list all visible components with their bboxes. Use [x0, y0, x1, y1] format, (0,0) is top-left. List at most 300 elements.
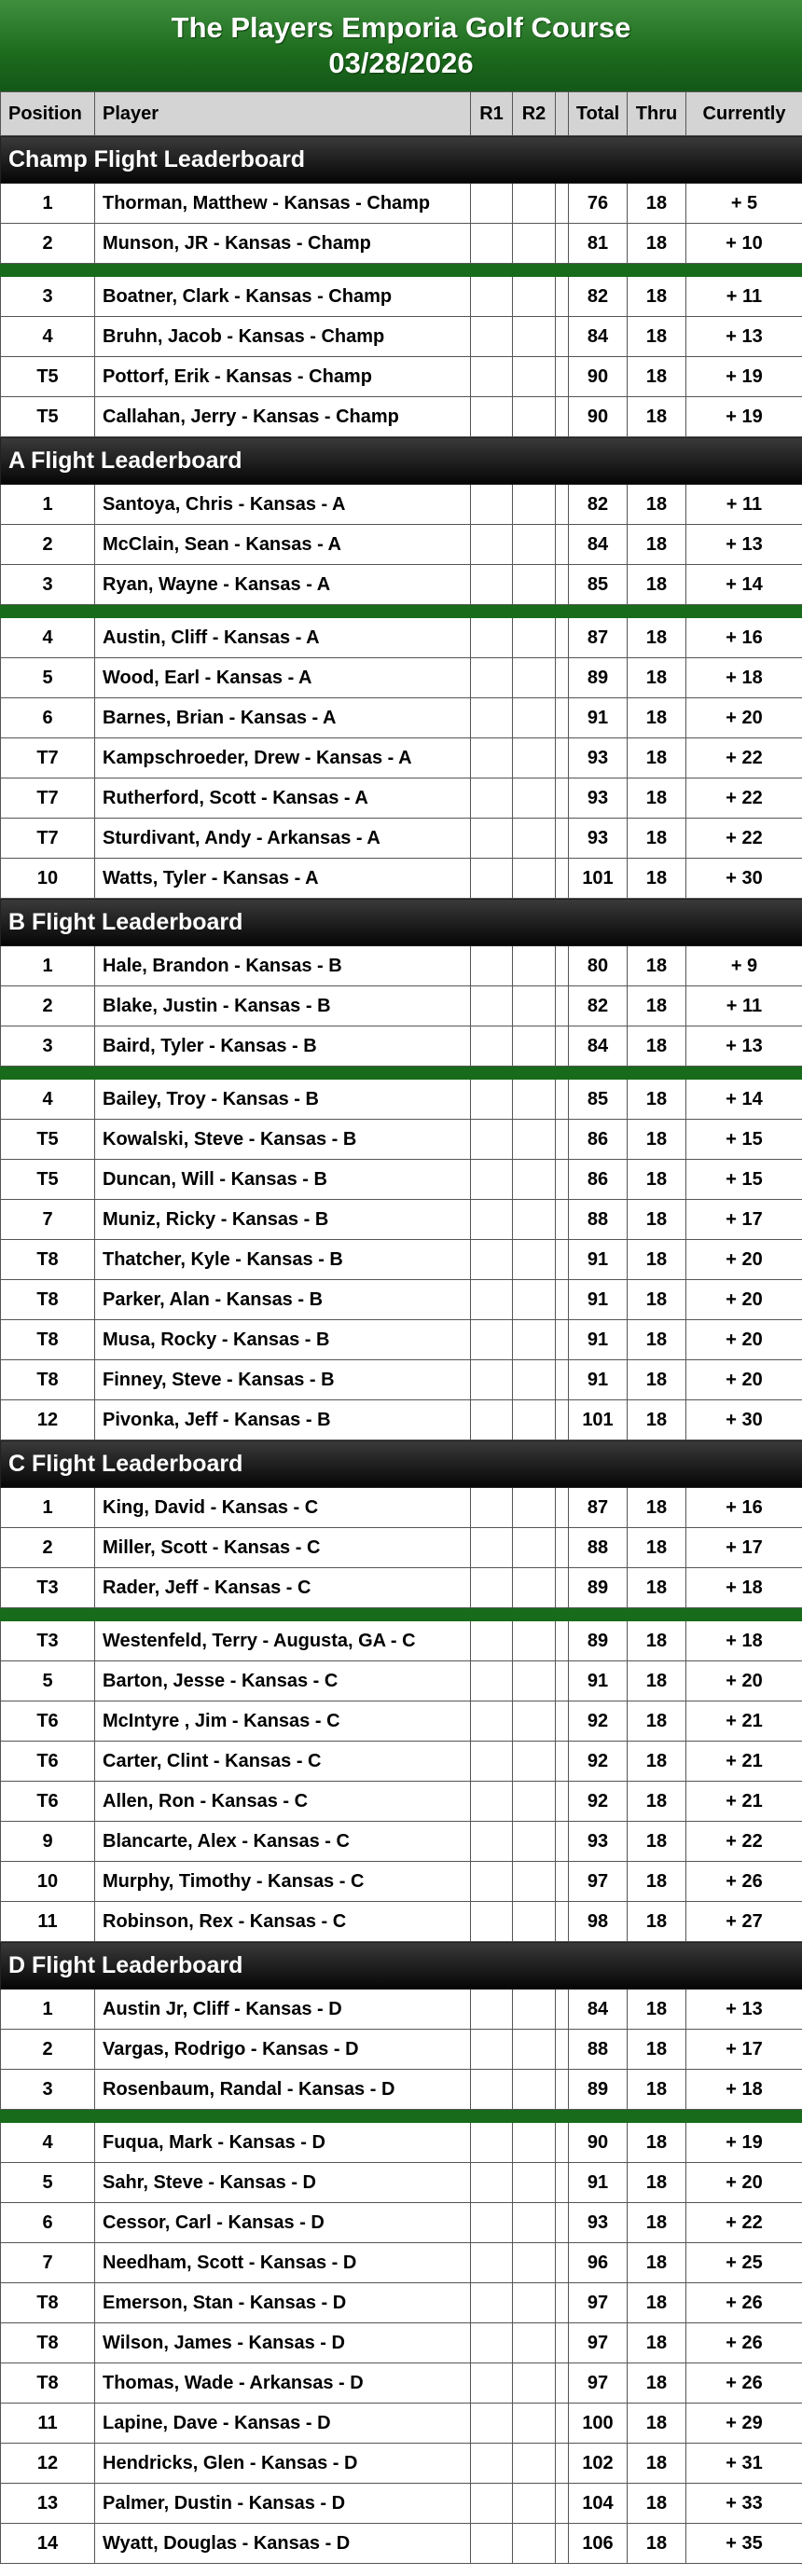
total-cell: 82	[569, 986, 628, 1026]
player-cell: Boatner, Clark - Kansas - Champ	[95, 277, 471, 317]
currently-cell: + 13	[686, 317, 802, 357]
player-cell: King, David - Kansas - C	[95, 1488, 471, 1528]
r1-cell	[471, 1902, 513, 1942]
r1-cell	[471, 2203, 513, 2243]
r2-cell	[513, 2363, 556, 2404]
r1-cell	[471, 277, 513, 317]
r1-cell	[471, 1200, 513, 1240]
total-cell: 84	[569, 525, 628, 565]
thru-cell: 18	[628, 698, 686, 738]
position-cell: T8	[1, 1280, 95, 1320]
spacer-cell	[556, 184, 569, 224]
r2-cell	[513, 618, 556, 658]
currently-cell: + 20	[686, 1320, 802, 1360]
r2-cell	[513, 2163, 556, 2203]
table-row	[1, 1902, 802, 1942]
table-row	[1, 277, 802, 317]
table-row	[1, 819, 802, 859]
table-row	[1, 1488, 802, 1528]
spacer-cell	[556, 1528, 569, 1568]
table-row	[1, 1320, 802, 1360]
spacer-cell	[556, 2404, 569, 2444]
spacer-cell	[556, 2203, 569, 2243]
r1-cell	[471, 1080, 513, 1120]
spacer-cell	[556, 1488, 569, 1528]
r1-cell	[471, 1568, 513, 1608]
position-cell: 10	[1, 1862, 95, 1902]
currently-cell: + 27	[686, 1902, 802, 1942]
spacer-cell	[556, 819, 569, 859]
table-row	[1, 1360, 802, 1400]
table-row	[1, 698, 802, 738]
table-row	[1, 1862, 802, 1902]
flight-header	[1, 1942, 802, 1990]
table-row	[1, 357, 802, 397]
r2-cell	[513, 565, 556, 605]
player-cell: Vargas, Rodrigo - Kansas - D	[95, 2030, 471, 2070]
currently-cell: + 31	[686, 2444, 802, 2484]
total-cell: 85	[569, 565, 628, 605]
thru-cell: 18	[628, 2363, 686, 2404]
r1-cell	[471, 397, 513, 437]
r1-cell	[471, 224, 513, 264]
currently-cell: + 35	[686, 2524, 802, 2564]
thru-cell: 18	[628, 778, 686, 819]
total-cell: 90	[569, 397, 628, 437]
spacer-cell	[556, 1160, 569, 1200]
r2-cell	[513, 1621, 556, 1661]
table-row	[1, 1026, 802, 1067]
spacer-cell	[556, 357, 569, 397]
currently-cell: + 17	[686, 2030, 802, 2070]
spacer-cell	[556, 1026, 569, 1067]
position-cell: 2	[1, 525, 95, 565]
total-cell: 93	[569, 738, 628, 778]
r2-cell	[513, 819, 556, 859]
total-cell: 91	[569, 2163, 628, 2203]
position-cell: T5	[1, 1160, 95, 1200]
spacer-cell	[556, 658, 569, 698]
currently-cell: + 20	[686, 1360, 802, 1400]
table-row	[1, 2243, 802, 2283]
currently-cell: + 22	[686, 778, 802, 819]
position-cell: T6	[1, 1782, 95, 1822]
thru-cell: 18	[628, 1488, 686, 1528]
total-cell: 84	[569, 1990, 628, 2030]
r1-cell	[471, 1782, 513, 1822]
r1-cell	[471, 1488, 513, 1528]
flight-title: D Flight Leaderboard	[1, 1942, 802, 1990]
table-row	[1, 2404, 802, 2444]
total-cell: 91	[569, 1360, 628, 1400]
spacer-cell	[556, 2123, 569, 2163]
position-cell: T7	[1, 778, 95, 819]
currently-cell: + 25	[686, 2243, 802, 2283]
table-row	[1, 1280, 802, 1320]
position-cell: T7	[1, 819, 95, 859]
thru-cell: 18	[628, 1568, 686, 1608]
table-row	[1, 1400, 802, 1440]
currently-cell: + 33	[686, 2484, 802, 2524]
spacer-cell	[556, 1120, 569, 1160]
flight-title: Champ Flight Leaderboard	[1, 136, 802, 184]
currently-cell: + 10	[686, 224, 802, 264]
total-cell: 101	[569, 1400, 628, 1440]
r1-cell	[471, 1280, 513, 1320]
r2-cell	[513, 1782, 556, 1822]
player-cell: Wilson, James - Kansas - D	[95, 2323, 471, 2363]
player-cell: Needham, Scott - Kansas - D	[95, 2243, 471, 2283]
thru-cell: 18	[628, 1902, 686, 1942]
spacer-cell	[556, 618, 569, 658]
position-cell: T8	[1, 2283, 95, 2323]
total-cell: 97	[569, 2283, 628, 2323]
spacer-cell	[556, 2363, 569, 2404]
total-cell: 104	[569, 2484, 628, 2524]
player-cell: Palmer, Dustin - Kansas - D	[95, 2484, 471, 2524]
col-player: Player	[95, 92, 471, 136]
position-cell: 11	[1, 2404, 95, 2444]
r2-cell	[513, 738, 556, 778]
player-cell: Hendricks, Glen - Kansas - D	[95, 2444, 471, 2484]
r1-cell	[471, 1661, 513, 1701]
r2-cell	[513, 2123, 556, 2163]
r1-cell	[471, 658, 513, 698]
thru-cell: 18	[628, 658, 686, 698]
table-row	[1, 2203, 802, 2243]
spacer-cell	[556, 1862, 569, 1902]
thru-cell: 18	[628, 184, 686, 224]
currently-cell: + 18	[686, 658, 802, 698]
spacer-cell	[556, 2484, 569, 2524]
currently-cell: + 30	[686, 859, 802, 899]
table-row	[1, 1568, 802, 1608]
total-cell: 96	[569, 2243, 628, 2283]
cut-line	[1, 264, 802, 277]
currently-cell: + 26	[686, 1862, 802, 1902]
player-cell: Thorman, Matthew - Kansas - Champ	[95, 184, 471, 224]
thru-cell: 18	[628, 1661, 686, 1701]
player-cell: Austin, Cliff - Kansas - A	[95, 618, 471, 658]
r1-cell	[471, 2283, 513, 2323]
table-row	[1, 1200, 802, 1240]
player-cell: Rosenbaum, Randal - Kansas - D	[95, 2070, 471, 2110]
cut-line	[1, 1067, 802, 1080]
player-cell: Cessor, Carl - Kansas - D	[95, 2203, 471, 2243]
r2-cell	[513, 1701, 556, 1742]
cut-line	[1, 1608, 802, 1621]
total-cell: 87	[569, 1488, 628, 1528]
position-cell: 4	[1, 2123, 95, 2163]
player-cell: Austin Jr, Cliff - Kansas - D	[95, 1990, 471, 2030]
currently-cell: + 21	[686, 1782, 802, 1822]
thru-cell: 18	[628, 618, 686, 658]
thru-cell: 18	[628, 1280, 686, 1320]
position-cell: 9	[1, 1822, 95, 1862]
position-cell: 5	[1, 1661, 95, 1701]
thru-cell: 18	[628, 2030, 686, 2070]
r2-cell	[513, 1200, 556, 1240]
position-cell: T8	[1, 1360, 95, 1400]
position-cell: 13	[1, 2484, 95, 2524]
player-cell: Barton, Jesse - Kansas - C	[95, 1661, 471, 1701]
total-cell: 102	[569, 2444, 628, 2484]
table-row	[1, 1621, 802, 1661]
position-cell: T8	[1, 2363, 95, 2404]
r2-cell	[513, 357, 556, 397]
flight-header	[1, 437, 802, 485]
currently-cell: + 16	[686, 1488, 802, 1528]
thru-cell: 18	[628, 2203, 686, 2243]
position-cell: 3	[1, 277, 95, 317]
table-row	[1, 2163, 802, 2203]
player-cell: Barnes, Brian - Kansas - A	[95, 698, 471, 738]
total-cell: 98	[569, 1902, 628, 1942]
col-currently: Currently	[686, 92, 802, 136]
thru-cell: 18	[628, 397, 686, 437]
position-cell: 3	[1, 2070, 95, 2110]
r1-cell	[471, 317, 513, 357]
r1-cell	[471, 357, 513, 397]
position-cell: T6	[1, 1742, 95, 1782]
r2-cell	[513, 778, 556, 819]
thru-cell: 18	[628, 2524, 686, 2564]
currently-cell: + 13	[686, 1026, 802, 1067]
player-cell: Fuqua, Mark - Kansas - D	[95, 2123, 471, 2163]
r2-cell	[513, 1822, 556, 1862]
total-cell: 82	[569, 485, 628, 525]
player-cell: Murphy, Timothy - Kansas - C	[95, 1862, 471, 1902]
r2-cell	[513, 658, 556, 698]
spacer-cell	[556, 1782, 569, 1822]
currently-cell: + 29	[686, 2404, 802, 2444]
total-cell: 89	[569, 2070, 628, 2110]
thru-cell: 18	[628, 1026, 686, 1067]
table-row	[1, 946, 802, 986]
r1-cell	[471, 1862, 513, 1902]
currently-cell: + 11	[686, 485, 802, 525]
col-total: Total	[569, 92, 628, 136]
flight-title: A Flight Leaderboard	[1, 437, 802, 485]
total-cell: 91	[569, 1320, 628, 1360]
player-cell: Munson, JR - Kansas - Champ	[95, 224, 471, 264]
currently-cell: + 20	[686, 1240, 802, 1280]
r2-cell	[513, 698, 556, 738]
position-cell: 4	[1, 1080, 95, 1120]
spacer-cell	[556, 1701, 569, 1742]
spacer-cell	[556, 1360, 569, 1400]
r1-cell	[471, 738, 513, 778]
r1-cell	[471, 1360, 513, 1400]
player-cell: Bruhn, Jacob - Kansas - Champ	[95, 317, 471, 357]
total-cell: 80	[569, 946, 628, 986]
r2-cell	[513, 2323, 556, 2363]
total-cell: 82	[569, 277, 628, 317]
r2-cell	[513, 317, 556, 357]
spacer-cell	[556, 2524, 569, 2564]
total-cell: 93	[569, 778, 628, 819]
player-cell: Miller, Scott - Kansas - C	[95, 1528, 471, 1568]
player-cell: Lapine, Dave - Kansas - D	[95, 2404, 471, 2444]
r2-cell	[513, 485, 556, 525]
course-name: The Players Emporia Golf Course	[171, 11, 631, 44]
position-cell: 5	[1, 2163, 95, 2203]
r2-cell	[513, 986, 556, 1026]
thru-cell: 18	[628, 819, 686, 859]
r2-cell	[513, 2283, 556, 2323]
total-cell: 97	[569, 2323, 628, 2363]
flight-title: B Flight Leaderboard	[1, 899, 802, 946]
currently-cell: + 20	[686, 1280, 802, 1320]
r2-cell	[513, 2404, 556, 2444]
r2-cell	[513, 1080, 556, 1120]
player-cell: Santoya, Chris - Kansas - A	[95, 485, 471, 525]
r2-cell	[513, 1360, 556, 1400]
flight-header	[1, 1440, 802, 1488]
spacer-cell	[556, 1990, 569, 2030]
col-spacer	[556, 92, 569, 136]
r1-cell	[471, 859, 513, 899]
spacer-cell	[556, 2070, 569, 2110]
currently-cell: + 14	[686, 565, 802, 605]
table-row	[1, 2484, 802, 2524]
currently-cell: + 20	[686, 698, 802, 738]
r1-cell	[471, 1320, 513, 1360]
spacer-cell	[556, 1280, 569, 1320]
position-cell: 2	[1, 224, 95, 264]
player-cell: Thomas, Wade - Arkansas - D	[95, 2363, 471, 2404]
column-header-row	[1, 92, 802, 136]
player-cell: Finney, Steve - Kansas - B	[95, 1360, 471, 1400]
table-row	[1, 1528, 802, 1568]
r2-cell	[513, 1160, 556, 1200]
r1-cell	[471, 2444, 513, 2484]
table-row	[1, 1782, 802, 1822]
player-cell: Allen, Ron - Kansas - C	[95, 1782, 471, 1822]
total-cell: 97	[569, 2363, 628, 2404]
position-cell: 2	[1, 986, 95, 1026]
r2-cell	[513, 1568, 556, 1608]
r1-cell	[471, 1240, 513, 1280]
table-row	[1, 778, 802, 819]
currently-cell: + 11	[686, 986, 802, 1026]
total-cell: 84	[569, 317, 628, 357]
r1-cell	[471, 1026, 513, 1067]
table-row	[1, 1701, 802, 1742]
thru-cell: 18	[628, 277, 686, 317]
r2-cell	[513, 277, 556, 317]
total-cell: 92	[569, 1742, 628, 1782]
page-header	[0, 0, 802, 91]
player-cell: Pivonka, Jeff - Kansas - B	[95, 1400, 471, 1440]
spacer-cell	[556, 738, 569, 778]
player-cell: Wood, Earl - Kansas - A	[95, 658, 471, 698]
currently-cell: + 18	[686, 1568, 802, 1608]
player-cell: Ryan, Wayne - Kansas - A	[95, 565, 471, 605]
spacer-cell	[556, 778, 569, 819]
thru-cell: 18	[628, 859, 686, 899]
total-cell: 100	[569, 2404, 628, 2444]
r1-cell	[471, 1528, 513, 1568]
position-cell: 6	[1, 698, 95, 738]
thru-cell: 18	[628, 2163, 686, 2203]
r1-cell	[471, 2030, 513, 2070]
currently-cell: + 22	[686, 1822, 802, 1862]
r2-cell	[513, 1990, 556, 2030]
r2-cell	[513, 1240, 556, 1280]
r1-cell	[471, 2404, 513, 2444]
spacer-cell	[556, 1568, 569, 1608]
table-row	[1, 317, 802, 357]
currently-cell: + 13	[686, 1990, 802, 2030]
currently-cell: + 17	[686, 1200, 802, 1240]
position-cell: 4	[1, 317, 95, 357]
player-cell: McClain, Sean - Kansas - A	[95, 525, 471, 565]
r1-cell	[471, 946, 513, 986]
thru-cell: 18	[628, 2484, 686, 2524]
player-cell: Thatcher, Kyle - Kansas - B	[95, 1240, 471, 1280]
table-row	[1, 2363, 802, 2404]
player-cell: Rutherford, Scott - Kansas - A	[95, 778, 471, 819]
r1-cell	[471, 2524, 513, 2564]
position-cell: T3	[1, 1568, 95, 1608]
col-position: Position	[1, 92, 95, 136]
total-cell: 76	[569, 184, 628, 224]
currently-cell: + 19	[686, 2123, 802, 2163]
r2-cell	[513, 184, 556, 224]
thru-cell: 18	[628, 2070, 686, 2110]
total-cell: 93	[569, 1822, 628, 1862]
player-cell: Rader, Jeff - Kansas - C	[95, 1568, 471, 1608]
thru-cell: 18	[628, 1822, 686, 1862]
spacer-cell	[556, 525, 569, 565]
r2-cell	[513, 1400, 556, 1440]
thru-cell: 18	[628, 1320, 686, 1360]
player-cell: Robinson, Rex - Kansas - C	[95, 1902, 471, 1942]
spacer-cell	[556, 2323, 569, 2363]
col-r2: R2	[513, 92, 556, 136]
player-cell: Blake, Justin - Kansas - B	[95, 986, 471, 1026]
r2-cell	[513, 397, 556, 437]
table-row	[1, 1120, 802, 1160]
table-row	[1, 1080, 802, 1120]
position-cell: T5	[1, 357, 95, 397]
table-row	[1, 485, 802, 525]
spacer-cell	[556, 698, 569, 738]
position-cell: 7	[1, 2243, 95, 2283]
flight-title: C Flight Leaderboard	[1, 1440, 802, 1488]
thru-cell: 18	[628, 525, 686, 565]
flight-header	[1, 899, 802, 946]
currently-cell: + 22	[686, 738, 802, 778]
thru-cell: 18	[628, 738, 686, 778]
total-cell: 86	[569, 1160, 628, 1200]
col-thru: Thru	[628, 92, 686, 136]
cut-line-bar	[1, 605, 802, 618]
col-r1: R1	[471, 92, 513, 136]
r1-cell	[471, 2363, 513, 2404]
player-cell: Musa, Rocky - Kansas - B	[95, 1320, 471, 1360]
spacer-cell	[556, 946, 569, 986]
thru-cell: 18	[628, 1862, 686, 1902]
spacer-cell	[556, 565, 569, 605]
table-row	[1, 986, 802, 1026]
currently-cell: + 21	[686, 1742, 802, 1782]
player-cell: Bailey, Troy - Kansas - B	[95, 1080, 471, 1120]
cut-line-bar	[1, 2110, 802, 2123]
r2-cell	[513, 2484, 556, 2524]
thru-cell: 18	[628, 2283, 686, 2323]
